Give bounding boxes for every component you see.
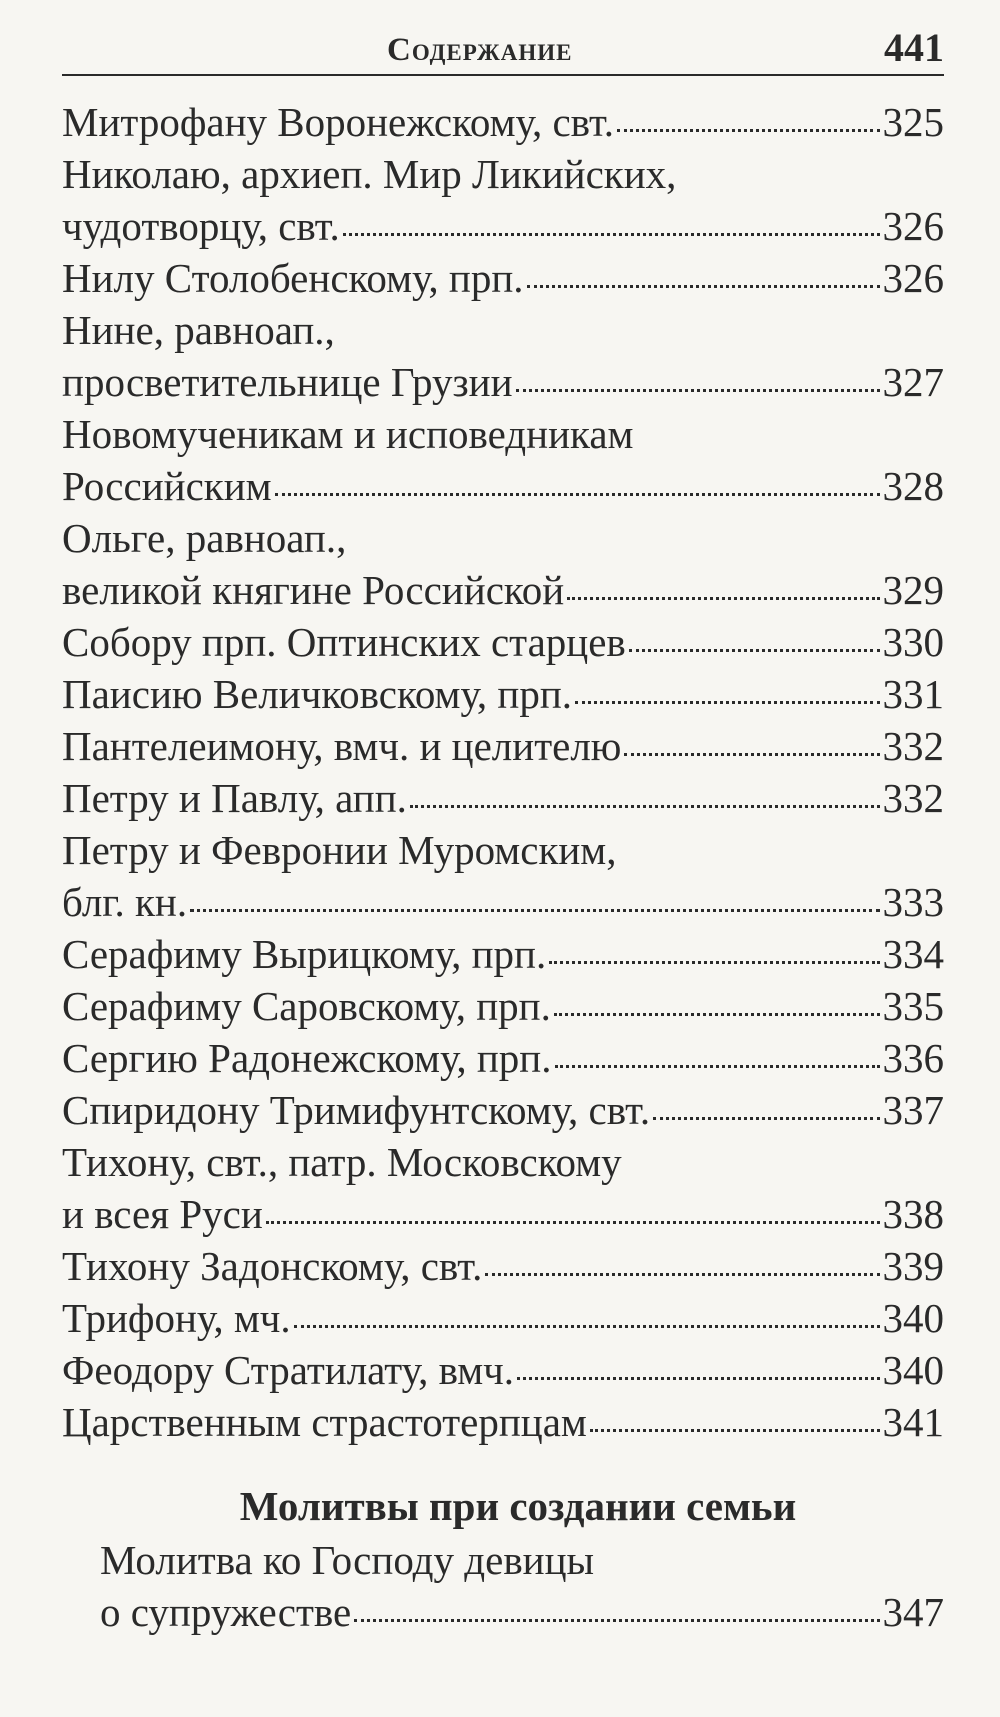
toc-entry-row xyxy=(62,720,944,772)
toc-entry xyxy=(62,1396,944,1448)
dot-leader xyxy=(617,123,879,132)
toc-entry-line: Николаю, архиеп. Мир Ликийских, xyxy=(62,151,677,197)
dot-leader xyxy=(549,955,879,964)
toc-entry-page: 326 xyxy=(882,255,944,301)
toc-entry-line: Петру и Февронии Муромским, xyxy=(62,827,617,873)
dot-leader xyxy=(354,1613,879,1622)
toc-entry-row xyxy=(62,564,944,616)
toc-entry-page: 347 xyxy=(882,1589,944,1635)
toc-entry-line: Тихону, свт., патр. Московскому xyxy=(62,1139,622,1185)
dot-leader xyxy=(575,695,879,704)
toc-entry-page: 336 xyxy=(882,1035,944,1081)
toc-entry-row xyxy=(62,1084,944,1136)
toc-entry-row xyxy=(62,1396,944,1448)
toc-entry-title: Трифону, мч. xyxy=(62,1295,291,1341)
toc-entry-row xyxy=(100,1586,944,1638)
header-title: Содержание xyxy=(387,32,573,68)
toc-entry-page: 332 xyxy=(882,775,944,821)
dot-leader xyxy=(629,643,880,652)
toc-entry-page: 328 xyxy=(882,463,944,509)
toc-entry xyxy=(62,1292,944,1344)
toc-entry xyxy=(62,304,944,408)
dot-leader xyxy=(485,1267,879,1276)
toc-entry-line: Новомученикам и исповедникам xyxy=(62,411,634,457)
toc-entry xyxy=(62,148,944,252)
toc-entry-row xyxy=(62,928,944,980)
toc-entry-title: Царственным страстотерпцам xyxy=(62,1399,587,1445)
toc-entry xyxy=(62,1084,944,1136)
toc-entry-title: Петру и Павлу, апп. xyxy=(62,775,407,821)
dot-leader xyxy=(527,279,880,288)
section-entries xyxy=(62,1534,944,1638)
toc-entry-page: 333 xyxy=(882,879,944,925)
toc-entry-page: 330 xyxy=(882,619,944,665)
toc-entry-row xyxy=(62,668,944,720)
section-heading: Молитвы при создании семьи xyxy=(239,1483,797,1529)
toc-entry-page: 325 xyxy=(882,99,944,145)
toc-entry-line: Ольге, равноап., xyxy=(62,515,347,561)
toc-entry-title: Митрофану Воронежскому, свт. xyxy=(62,99,615,145)
toc-entry-title: Феодору Стратилату, вмч. xyxy=(62,1347,515,1393)
dot-leader xyxy=(266,1215,880,1224)
toc-entry-title: Собору прп. Оптинских старцев xyxy=(62,619,626,665)
dot-leader xyxy=(590,1423,880,1432)
toc-entry xyxy=(62,1032,944,1084)
toc-entry-row xyxy=(62,616,944,668)
toc-entry-title: Спиридону Тримифунтскому, свт. xyxy=(62,1087,651,1133)
toc-entry xyxy=(62,668,944,720)
toc-entry xyxy=(62,512,944,616)
toc-entry-title: Нилу Столобенскому, прп. xyxy=(62,255,524,301)
toc-entry-row xyxy=(62,1188,944,1240)
toc-entry xyxy=(62,720,944,772)
toc-entry-page: 337 xyxy=(882,1087,944,1133)
dot-leader xyxy=(410,799,880,808)
toc-entry-row xyxy=(62,876,944,928)
toc-entry-page: 331 xyxy=(882,671,944,717)
dot-leader xyxy=(653,1111,879,1120)
toc-entry-title: о супружестве xyxy=(100,1589,352,1635)
toc-entry xyxy=(62,616,944,668)
toc-entry-page: 340 xyxy=(882,1295,944,1341)
toc-entry xyxy=(62,980,944,1032)
toc-entry-title: Серафиму Вырицкому, прп. xyxy=(62,931,547,977)
toc-entries xyxy=(62,96,944,1448)
toc-entry-row xyxy=(62,980,944,1032)
toc-entry-row xyxy=(62,460,944,512)
dot-leader xyxy=(516,383,880,392)
dot-leader xyxy=(555,1059,880,1068)
toc-entry-row xyxy=(62,200,944,252)
toc-entry-title: Российским xyxy=(62,463,272,509)
toc-entry xyxy=(62,1240,944,1292)
dot-leader xyxy=(343,227,880,236)
toc-entry-title: Пантелеимону, вмч. и целителю xyxy=(62,723,622,769)
toc-entry xyxy=(62,928,944,980)
toc-entry-title: блг. кн. xyxy=(62,879,188,925)
toc-entry-page: 332 xyxy=(882,723,944,769)
toc-entry-title: и всея Руси xyxy=(62,1191,263,1237)
toc-entry-title: просветительнице Грузии xyxy=(62,359,513,405)
dot-leader xyxy=(554,1007,880,1016)
dot-leader xyxy=(624,747,879,756)
toc-entry-page: 339 xyxy=(882,1243,944,1289)
running-header xyxy=(62,14,944,76)
toc-entry-page: 329 xyxy=(882,567,944,613)
toc-entry xyxy=(62,408,944,512)
dot-leader xyxy=(567,591,879,600)
toc-entry-row xyxy=(62,1240,944,1292)
toc-entry-line: Нине, равноап., xyxy=(62,307,335,353)
toc-entry xyxy=(62,252,944,304)
header-page-number: 441 xyxy=(884,25,944,70)
toc-entry xyxy=(62,824,944,928)
dot-leader xyxy=(275,487,880,496)
toc-entry-row xyxy=(62,356,944,408)
toc-entry-title: Сергию Радонежскому, прп. xyxy=(62,1035,552,1081)
toc-entry-page: 340 xyxy=(882,1347,944,1393)
toc-entry xyxy=(100,1534,944,1638)
toc-entry-title: Серафиму Саровскому, прп. xyxy=(62,983,551,1029)
toc-entry-title: Паисию Величковскому, прп. xyxy=(62,671,573,717)
toc-entry-row xyxy=(62,1292,944,1344)
toc-entry-row xyxy=(62,1344,944,1396)
toc-entry xyxy=(62,1136,944,1240)
toc-entry-title: великой княгине Российской xyxy=(62,567,565,613)
toc-entry-row xyxy=(62,772,944,824)
toc-entry-title: Тихону Задонскому, свт. xyxy=(62,1243,483,1289)
toc-entry-row xyxy=(62,96,944,148)
toc-entry xyxy=(62,96,944,148)
toc-entry xyxy=(62,772,944,824)
toc-entry-page: 341 xyxy=(882,1399,944,1445)
toc-entry-page: 326 xyxy=(882,203,944,249)
toc-entry-title: чудотворцу, свт. xyxy=(62,203,340,249)
dot-leader xyxy=(294,1319,880,1328)
toc-entry-row xyxy=(62,252,944,304)
dot-leader xyxy=(517,1371,879,1380)
toc-entry-page: 334 xyxy=(882,931,944,977)
toc-entry-line: Молитва ко Господу девицы xyxy=(100,1537,595,1583)
toc-entry-page: 327 xyxy=(882,359,944,405)
dot-leader xyxy=(190,903,879,912)
toc-entry-row xyxy=(62,1032,944,1084)
toc-entry-page: 335 xyxy=(882,983,944,1029)
toc-entry-page: 338 xyxy=(882,1191,944,1237)
table-of-contents xyxy=(62,96,944,1638)
toc-entry xyxy=(62,1344,944,1396)
